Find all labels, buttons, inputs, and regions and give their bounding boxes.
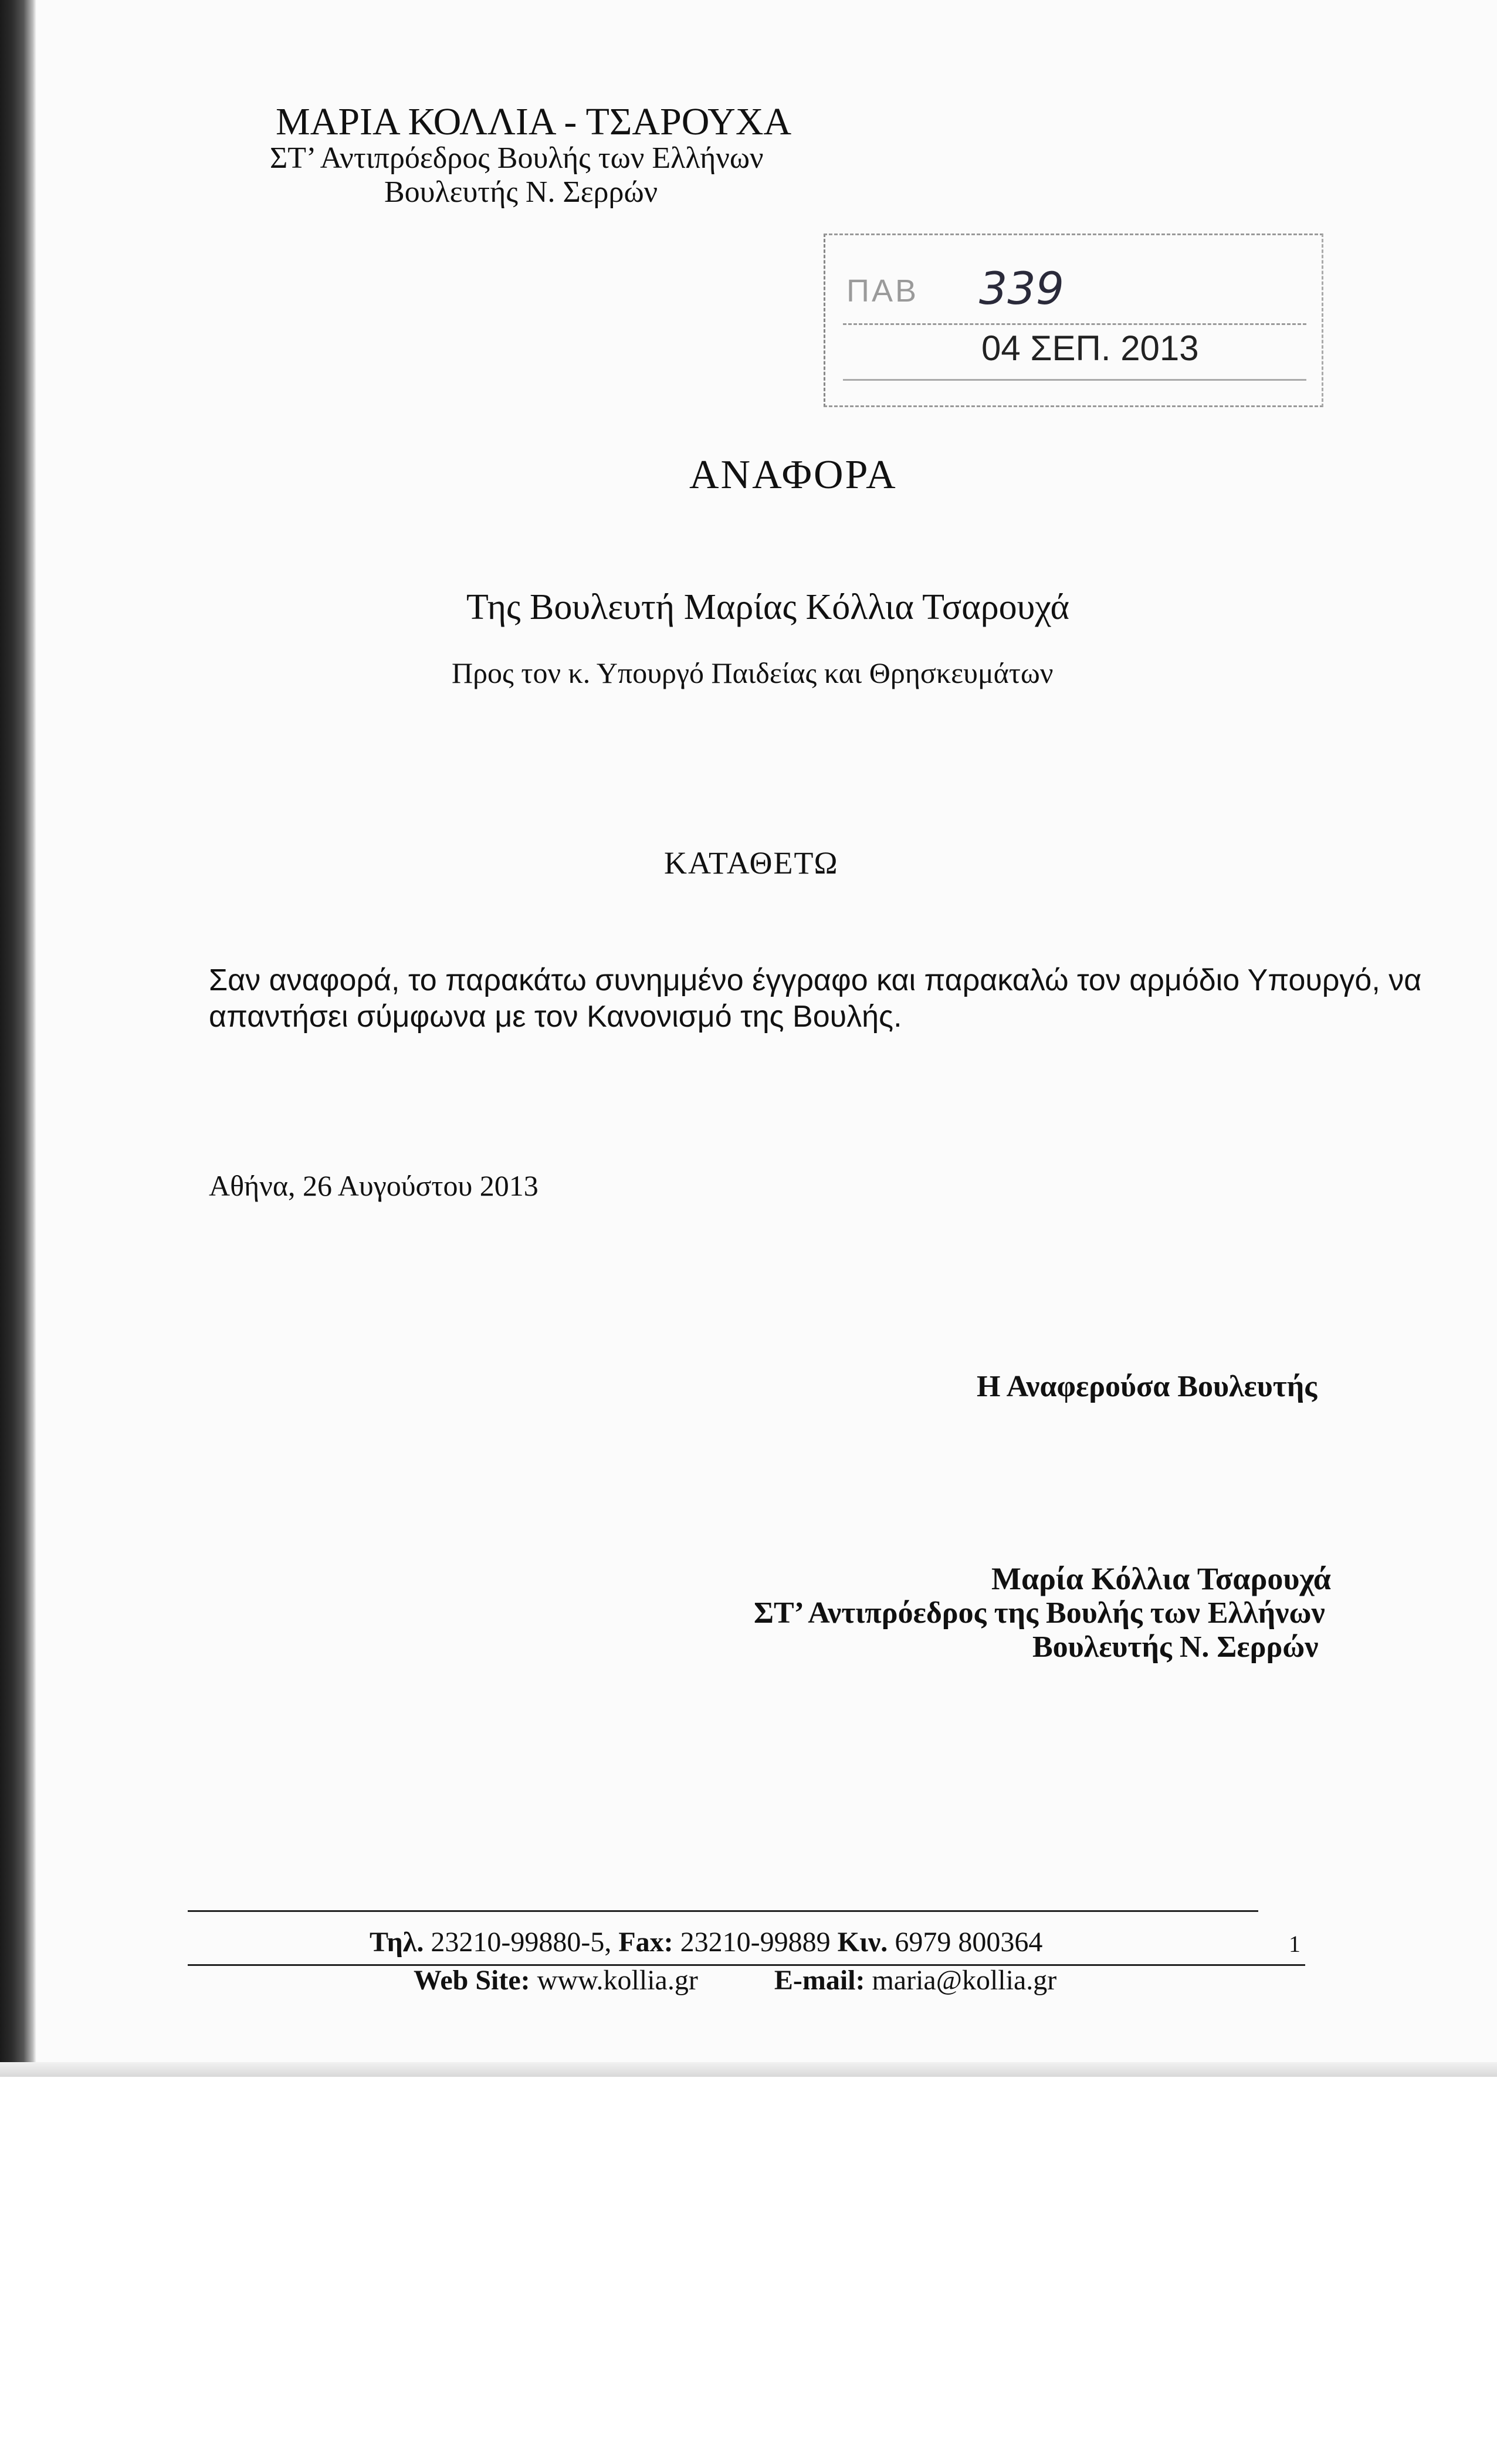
registry-stamp: [824, 233, 1323, 407]
stamp-date: 04 ΣΕΠ. 2013: [981, 329, 1199, 368]
email-label: E-mail:: [774, 1965, 865, 1996]
scan-dark-edge: [0, 0, 36, 2077]
web-label: Web Site:: [414, 1965, 530, 1996]
signature-title: Η Αναφερούσα Βουλευτής: [977, 1370, 1318, 1403]
email-value: maria@kollia.gr: [865, 1965, 1057, 1996]
web-value: www.kollia.gr: [530, 1965, 698, 1996]
signature-role: ΣΤ’ Αντιπρόεδρος της Βουλής των Ελλήνων: [754, 1596, 1325, 1630]
document-subtitle: Της Βουλευτή Μαρίας Κόλλια Τσαρουχά: [466, 587, 1069, 627]
document-recipient: Προς τον κ. Υπουργό Παιδείας και Θρησκευμάτων: [452, 656, 1054, 689]
body-line: Σαν αναφορά, το παρακάτω συνημμένο έγγραφο και παρακαλώ τον αρμόδιο Υπουργό, να: [209, 963, 1422, 997]
header-name: ΜΑΡΙΑ ΚΟΛΛΙΑ - ΤΣΑΡΟΥΧΑ: [276, 100, 792, 143]
footer-rule: [188, 1910, 1258, 1912]
signature-name: Μαρία Κόλλια Τσαρουχά: [991, 1561, 1331, 1596]
fax-label: Fax:: [618, 1927, 673, 1958]
place-date: Αθήνα, 26 Αυγούστου 2013: [209, 1169, 538, 1202]
document-heading: ΚΑΤΑΘΕΤΩ: [664, 845, 839, 881]
body-line: απαντήσει σύμφωνα με τον Κανονισμό της Βουλής.: [209, 1000, 902, 1034]
footer-contact-web: [414, 1964, 1056, 1996]
fax-value: 23210-99889: [673, 1927, 838, 1958]
stamp-label: ΠΑΒ: [846, 273, 919, 309]
stamp-divider: [843, 379, 1306, 381]
tel-value: 23210-99880-5,: [424, 1927, 619, 1958]
footer-contact-phones: [370, 1926, 1042, 1958]
document-title: ΑΝΑΦΟΡΑ: [689, 452, 897, 497]
page-number: 1: [1289, 1931, 1300, 1957]
stamp-number: 339: [979, 262, 1065, 314]
header-district: Βουλευτής Ν. Σερρών: [384, 175, 658, 209]
tel-label: Τηλ.: [370, 1927, 424, 1958]
mobile-label: Κιν.: [837, 1927, 888, 1958]
mobile-value: 6979 800364: [888, 1927, 1043, 1958]
signature-district: Βουλευτής Ν. Σερρών: [1032, 1630, 1319, 1664]
header-role: ΣΤ’ Αντιπρόεδρος Βουλής των Ελλήνων: [270, 141, 764, 175]
scan-bottom-edge: [0, 2062, 1497, 2077]
document-body: [209, 962, 1422, 1035]
stamp-divider: [843, 323, 1306, 325]
